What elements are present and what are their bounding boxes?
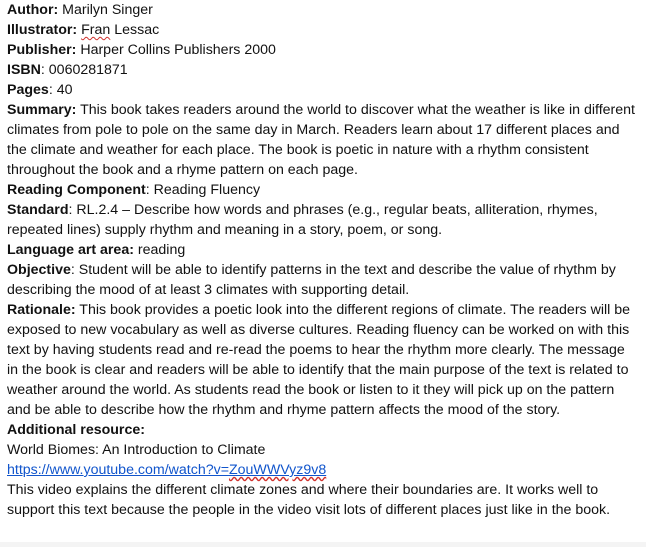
additional-resource-label: Additional resource: (7, 422, 145, 438)
publisher-line (7, 40, 646, 60)
pages-value: : 40 (48, 82, 73, 98)
objective-label: Objective (7, 262, 71, 278)
rationale-paragraph (7, 300, 639, 420)
illustrator-last-name: Lessac (110, 22, 160, 38)
language-art-area-value: reading (133, 242, 186, 258)
publisher-label: Publisher: (7, 42, 77, 58)
bottom-edge (0, 542, 646, 547)
resource-link-video-id: ZouWWVyz9v8 (228, 462, 327, 478)
illustrator-line (7, 20, 646, 40)
resource-link-prefix: https://www.youtube.com/watch?v= (7, 462, 229, 478)
reading-component-line (7, 180, 646, 200)
isbn-label: ISBN (7, 62, 41, 78)
author-line (7, 0, 646, 20)
objective-text: : Student will be able to identify patterns in the text and describe the value of rhythm by describing the mood of at least 3 climates with supporting detail. (7, 262, 616, 298)
language-art-area-label: Language art area: (7, 242, 134, 258)
language-art-area-line (7, 240, 646, 260)
resource-link[interactable] (7, 462, 326, 478)
resource-title: World Biomes: An Introduction to Climate (7, 442, 266, 458)
rationale-text: This book provides a poetic look into the different regions of climate. The readers will be exposed to new vocabulary as well as diverse cultures. Reading fluency can be worked on with this text by having students read and re-read the poems to hear the rhythm more clearly. The message in the book is clear and readers will be able to identify that the main purpose of the text is related to weather around the world. As students read the book or listen to it they will pick up on the pattern and be able to describe how the rhythm and rhyme pattern affects the mood of the story. (7, 302, 631, 418)
isbn-line (7, 60, 646, 80)
standard-label: Standard (7, 202, 69, 218)
pages-line (7, 80, 646, 100)
illustrator-label: Illustrator: (7, 22, 78, 38)
summary-text: This book takes readers around the world to discover what the weather is like in different climates from pole to pole on the same day in March. Readers learn about 17 different places and the climate and weather for each place. The book is poetic in nature with a rhythm consistent throughout the book and a rhyme pattern on each page. (7, 102, 635, 178)
illustrator-first-name[interactable]: Fran (81, 22, 111, 38)
reading-component-value: : Reading Fluency (145, 182, 261, 198)
resource-description: This video explains the different climate zones and where their boundaries are. It works well to support this text because the people in the video visit lots of different places just like in the book. (7, 482, 611, 518)
author-value: Marilyn Singer (58, 2, 153, 18)
publisher-value: Harper Collins Publishers 2000 (76, 42, 276, 58)
standard-paragraph (7, 200, 639, 240)
summary-paragraph (7, 100, 639, 180)
reading-component-label: Reading Component (7, 182, 146, 198)
pages-label: Pages (7, 82, 49, 98)
author-label: Author: (7, 2, 59, 18)
additional-resource-heading (7, 420, 646, 440)
objective-paragraph (7, 260, 639, 300)
resource-link-line (7, 460, 646, 480)
summary-label: Summary: (7, 102, 77, 118)
standard-text: : RL.2.4 – Describe how words and phrases (e.g., regular beats, alliteration, rhymes, repeated lines) supply rhythm and meaning in a story, poem, or song. (7, 202, 598, 238)
isbn-value: : 0060281871 (40, 62, 128, 78)
rationale-label: Rationale: (7, 302, 76, 318)
